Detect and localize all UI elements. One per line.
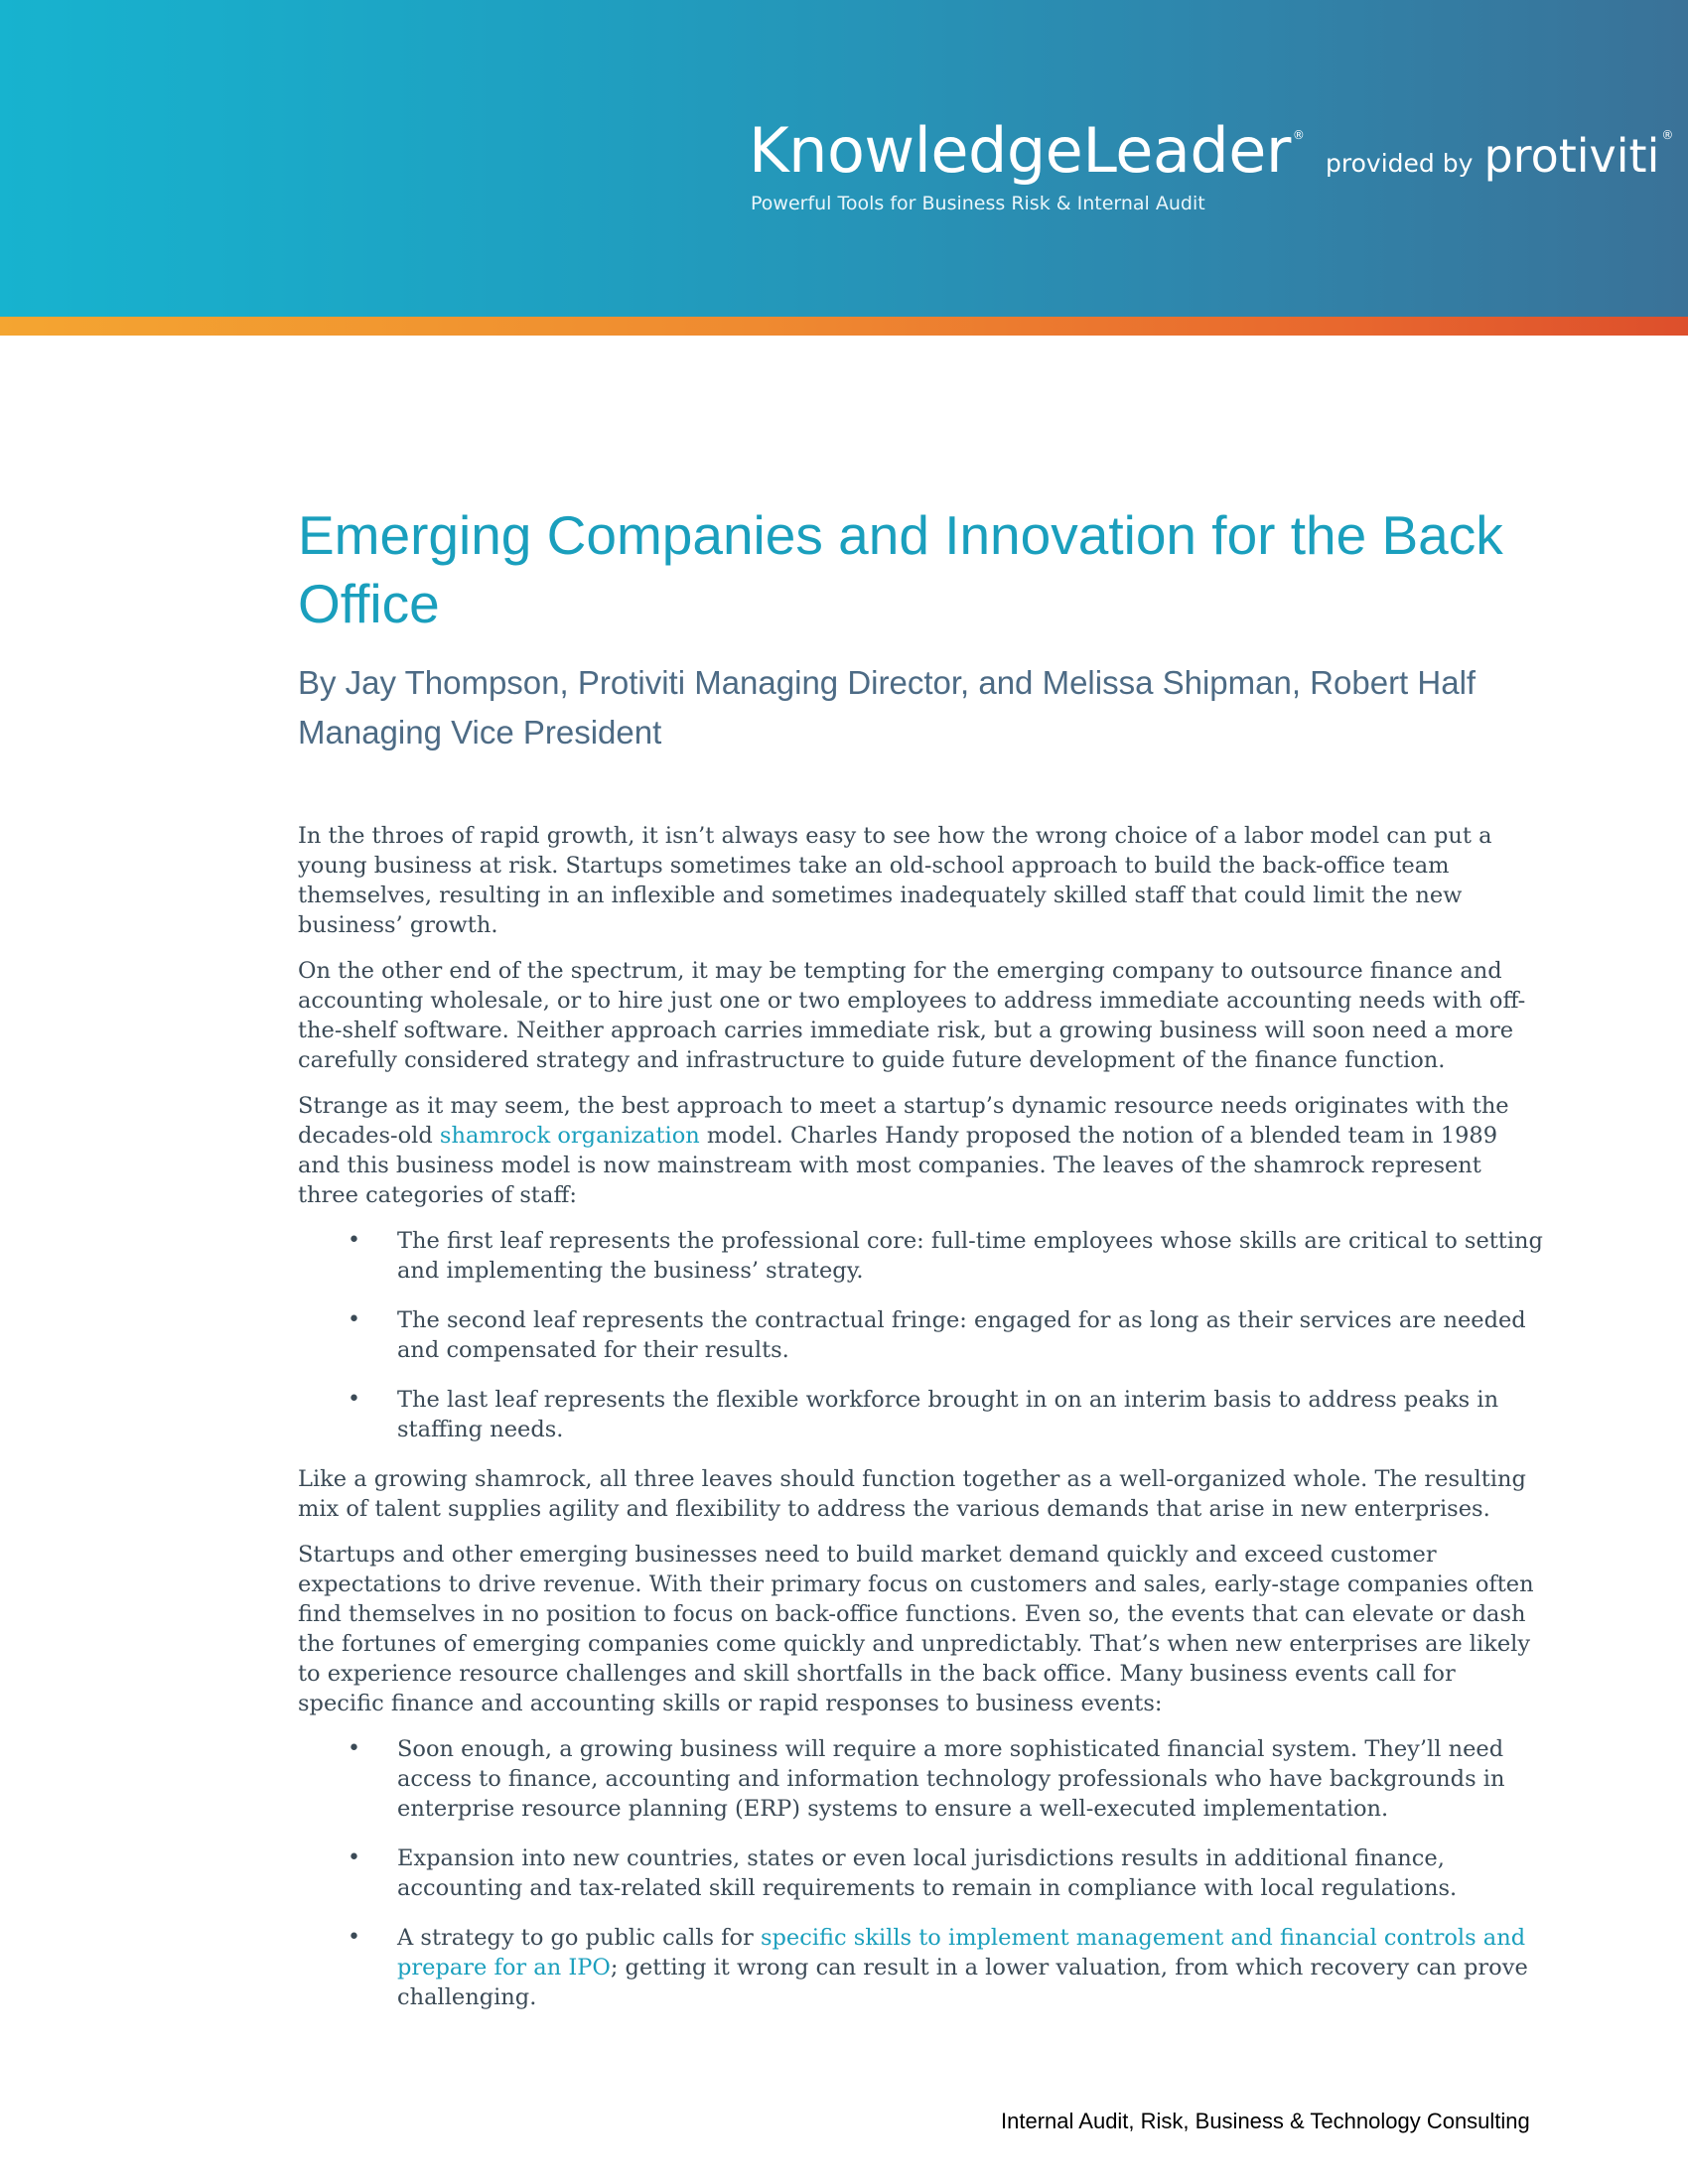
paragraph-startups: Startups and other emerging businesses need to build market demand quickly and exceed customer expectations to drive revenue. With their primary focus on customers and sales, early-stage companies often find themselves in no position to focus on back-office functions. Even so, the events that can elevate or dash the fortunes of emerging companies come quickly and unpredictably. That’s when new enterprises are likely to experience resource challenges and skill shortfalls in the back office. Many business events call for specific finance and accounting skills or rapid responses to business events: xyxy=(298,1542,1534,1716)
company-registered-mark: ® xyxy=(1661,128,1674,142)
list-item-text: A strategy to go public calls for xyxy=(397,1925,761,1951)
paragraph-growing-shamrock: Like a growing shamrock, all three leaves should function together as a well-organized whole. The resulting mix of talent supplies agility and flexibility to address the various demands that arise in new enterprises. xyxy=(298,1466,1526,1522)
header-accent-stripe xyxy=(0,317,1688,336)
shamrock-leaves-list xyxy=(298,1226,1544,1444)
registered-mark: ® xyxy=(1292,128,1305,142)
paragraph-intro: In the throes of rapid growth, it isn’t always easy to see how the wrong choice of a labor model can put a young business at risk. Startups sometimes take an old-school approach to build the back-office team themselves, resulting in an inflexible and sometimes inadequately skilled staff that could limit the new business’ growth. xyxy=(298,823,1492,938)
article xyxy=(298,501,1544,2032)
knowledgeleader-wordmark: KnowledgeLeader xyxy=(749,114,1291,187)
list-item: • The last leaf represents the flexible workforce brought in on an interim basis to address peaks in staffing needs. xyxy=(397,1385,1544,1444)
shamrock-organization-link[interactable]: shamrock organization xyxy=(439,1123,700,1149)
page-footer: Internal Audit, Risk, Business & Technology Consulting xyxy=(1001,2109,1530,2133)
business-events-list xyxy=(298,1734,1544,2012)
list-item xyxy=(397,1923,1544,2012)
paragraph-spectrum: On the other end of the spectrum, it may be tempting for the emerging company to outsource finance and accounting wholesale, or to hire just one or two employees to address immediate accounting needs with off-the-shelf software. Neither approach carries immediate risk, but a growing business will soon need a more carefully considered strategy and infrastructure to guide future development of the finance function. xyxy=(298,958,1526,1073)
paragraph-shamrock xyxy=(298,1091,1544,1210)
paragraph-text: Strange as it may seem, the best approach to meet a startup’s dynamic resource needs originates with the decades-old xyxy=(298,1093,1509,1149)
protiviti-wordmark: protiviti xyxy=(1483,129,1660,183)
paragraph-text: model. Charles Handy proposed the notion of a blended team in 1989 and this business model is now mainstream with most companies. The leaves of the shamrock represent three categories of staff: xyxy=(298,1123,1498,1208)
list-item: • The second leaf represents the contractual fringe: engaged for as long as their services are needed and compensated for their results. xyxy=(397,1305,1544,1365)
brand-tagline: Powerful Tools for Business Risk & Internal Audit xyxy=(751,193,1205,214)
list-item: • The first leaf represents the professional core: full-time employees whose skills are critical to setting and implementing the business’ strategy. xyxy=(397,1226,1544,1286)
provided-by-label: provided by xyxy=(1326,149,1474,178)
list-item-text: ; getting it wrong can result in a lower valuation, from which recovery can prove challenging. xyxy=(397,1955,1528,2010)
list-item: • Soon enough, a growing business will require a more sophisticated financial system. They’ll need access to finance, accounting and information technology professionals who have backgrounds in enterprise resource planning (ERP) systems to ensure a well-executed implementation. xyxy=(397,1734,1544,1824)
article-byline: By Jay Thompson, Protiviti Managing Director, and Melissa Shipman, Robert Half Managing Vice President xyxy=(298,664,1477,751)
list-item: • Expansion into new countries, states or even local jurisdictions results in additional finance, accounting and tax-related skill requirements to remain in compliance with local regulations. xyxy=(397,1843,1544,1903)
ipo-controls-link[interactable]: specific skills to implement management and financial controls and prepare for an IPO xyxy=(397,1925,1526,1980)
article-body xyxy=(298,821,1544,2012)
brand-logo xyxy=(749,114,1673,187)
article-title: Emerging Companies and Innovation for the Back Office xyxy=(298,504,1503,634)
